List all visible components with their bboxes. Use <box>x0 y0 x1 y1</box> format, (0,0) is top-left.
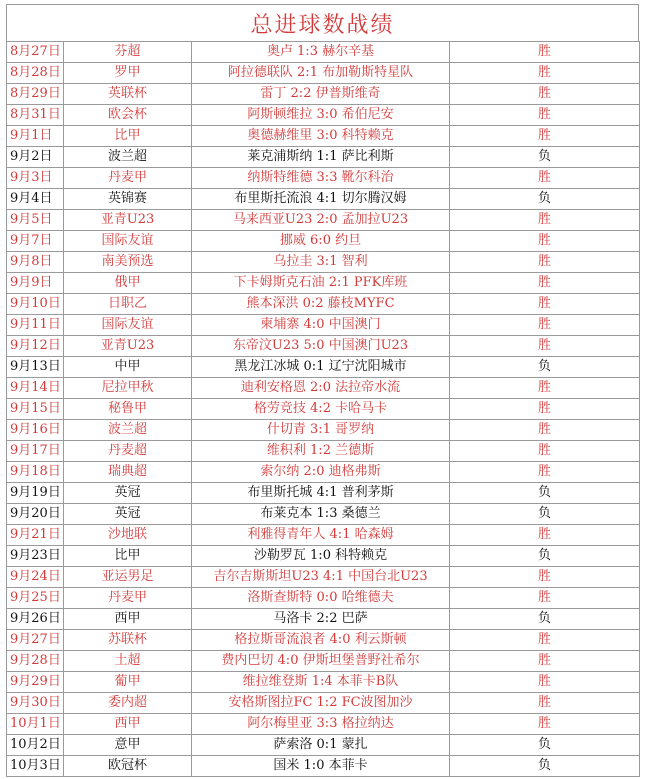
table-row <box>7 756 640 777</box>
table-row <box>7 357 640 378</box>
match-cell: 奥德赫维里 3:0 科特赖克 <box>192 126 450 147</box>
table-row <box>7 336 640 357</box>
result-cell: 胜 <box>450 693 640 714</box>
match-cell: 马来西亚U23 2:0 孟加拉U23 <box>192 210 450 231</box>
date-cell: 8月27日 <box>7 42 64 63</box>
table-row <box>7 189 640 210</box>
league-cell: 英联杯 <box>64 84 192 105</box>
table-row <box>7 84 640 105</box>
table-row <box>7 210 640 231</box>
table-row <box>7 399 640 420</box>
result-cell: 胜 <box>450 105 640 126</box>
date-cell: 9月20日 <box>7 504 64 525</box>
match-cell: 迪利安格恩 2:0 法拉帝水流 <box>192 378 450 399</box>
league-cell: 西甲 <box>64 609 192 630</box>
league-cell: 丹麦超 <box>64 441 192 462</box>
league-cell: 丹麦甲 <box>64 168 192 189</box>
league-cell: 南美预选 <box>64 252 192 273</box>
match-cell: 吉尔吉斯斯坦U23 4:1 中国台北U23 <box>192 567 450 588</box>
league-cell: 意甲 <box>64 735 192 756</box>
league-cell: 国际友谊 <box>64 315 192 336</box>
match-cell: 乌拉圭 3:1 智利 <box>192 252 450 273</box>
table-row <box>7 420 640 441</box>
league-cell: 英冠 <box>64 504 192 525</box>
match-cell: 布莱克本 1:3 桑德兰 <box>192 504 450 525</box>
league-cell: 波兰超 <box>64 420 192 441</box>
league-cell: 沙地联 <box>64 525 192 546</box>
result-cell: 负 <box>450 756 640 777</box>
result-cell: 胜 <box>450 672 640 693</box>
table-row <box>7 651 640 672</box>
league-cell: 土超 <box>64 651 192 672</box>
league-cell: 丹麦甲 <box>64 588 192 609</box>
date-cell: 9月18日 <box>7 462 64 483</box>
table-row <box>7 588 640 609</box>
league-cell: 日职乙 <box>64 294 192 315</box>
date-cell: 9月16日 <box>7 420 64 441</box>
date-cell: 10月2日 <box>7 735 64 756</box>
date-cell: 9月14日 <box>7 378 64 399</box>
result-cell: 负 <box>450 189 640 210</box>
match-cell: 索尔纳 2:0 迪格弗斯 <box>192 462 450 483</box>
match-cell: 柬埔寨 4:0 中国澳门 <box>192 315 450 336</box>
match-cell: 纳斯特维德 3:3 靴尔科治 <box>192 168 450 189</box>
league-cell: 俄甲 <box>64 273 192 294</box>
table-row <box>7 147 640 168</box>
table-row <box>7 693 640 714</box>
table-row <box>7 714 640 735</box>
match-cell: 雷丁 2:2 伊普斯维奇 <box>192 84 450 105</box>
date-cell: 8月29日 <box>7 84 64 105</box>
league-cell: 英冠 <box>64 483 192 504</box>
table-row <box>7 168 640 189</box>
match-cell: 挪威 6:0 约旦 <box>192 231 450 252</box>
match-cell: 安格斯图拉FC 1:2 FC波图加沙 <box>192 693 450 714</box>
match-cell: 熊本深洪 0:2 藤枝MYFC <box>192 294 450 315</box>
match-cell: 利雅得青年人 4:1 哈森姆 <box>192 525 450 546</box>
result-cell: 负 <box>450 504 640 525</box>
match-cell: 国米 1:0 本菲卡 <box>192 756 450 777</box>
result-cell: 胜 <box>450 252 640 273</box>
result-cell: 负 <box>450 546 640 567</box>
match-cell: 马洛卡 2:2 巴萨 <box>192 609 450 630</box>
date-cell: 9月19日 <box>7 483 64 504</box>
match-cell: 布里斯托流浪 4:1 切尔腾汉姆 <box>192 189 450 210</box>
date-cell: 9月13日 <box>7 357 64 378</box>
result-cell: 胜 <box>450 126 640 147</box>
date-cell: 9月29日 <box>7 672 64 693</box>
date-cell: 9月24日 <box>7 567 64 588</box>
result-cell: 胜 <box>450 63 640 84</box>
result-cell: 胜 <box>450 231 640 252</box>
date-cell: 9月23日 <box>7 546 64 567</box>
table-row <box>7 630 640 651</box>
date-cell: 9月17日 <box>7 441 64 462</box>
match-cell: 萨索洛 0:1 蒙扎 <box>192 735 450 756</box>
match-cell: 阿拉德联队 2:1 布加勒斯特星队 <box>192 63 450 84</box>
result-cell: 胜 <box>450 567 640 588</box>
table-row <box>7 273 640 294</box>
league-cell: 波兰超 <box>64 147 192 168</box>
league-cell: 英锦赛 <box>64 189 192 210</box>
match-cell: 洛斯查斯特 0:0 哈维德夫 <box>192 588 450 609</box>
date-cell: 9月28日 <box>7 651 64 672</box>
result-cell: 胜 <box>450 273 640 294</box>
match-cell: 奥卢 1:3 赫尔辛基 <box>192 42 450 63</box>
league-cell: 国际友谊 <box>64 231 192 252</box>
result-cell: 胜 <box>450 168 640 189</box>
date-cell: 8月31日 <box>7 105 64 126</box>
table-row <box>7 525 640 546</box>
date-cell: 9月9日 <box>7 273 64 294</box>
match-cell: 什切青 3:1 哥罗纳 <box>192 420 450 441</box>
match-cell: 下卡姆斯克石油 2:1 PFK库班 <box>192 273 450 294</box>
result-cell: 负 <box>450 483 640 504</box>
table-row <box>7 567 640 588</box>
results-sheet <box>6 4 639 777</box>
results-table <box>6 41 640 777</box>
league-cell: 亚运男足 <box>64 567 192 588</box>
date-cell: 9月4日 <box>7 189 64 210</box>
result-cell: 胜 <box>450 462 640 483</box>
match-cell: 布里斯托城 4:1 普利茅斯 <box>192 483 450 504</box>
match-cell: 莱克浦斯纳 1:1 萨比利斯 <box>192 147 450 168</box>
date-cell: 9月2日 <box>7 147 64 168</box>
league-cell: 欧会杯 <box>64 105 192 126</box>
result-cell: 胜 <box>450 714 640 735</box>
league-cell: 比甲 <box>64 126 192 147</box>
league-cell: 苏联杯 <box>64 630 192 651</box>
result-cell: 胜 <box>450 588 640 609</box>
match-cell: 东帝汶U23 5:0 中国澳门U23 <box>192 336 450 357</box>
result-cell: 胜 <box>450 441 640 462</box>
date-cell: 10月3日 <box>7 756 64 777</box>
match-cell: 维拉维登斯 1:4 本菲卡B队 <box>192 672 450 693</box>
date-cell: 9月27日 <box>7 630 64 651</box>
match-cell: 维积利 1:2 兰德斯 <box>192 441 450 462</box>
result-cell: 胜 <box>450 315 640 336</box>
league-cell: 亚青U23 <box>64 210 192 231</box>
table-row <box>7 483 640 504</box>
league-cell: 委内超 <box>64 693 192 714</box>
league-cell: 尼拉甲秋 <box>64 378 192 399</box>
date-cell: 9月30日 <box>7 693 64 714</box>
result-cell: 胜 <box>450 84 640 105</box>
table-row <box>7 231 640 252</box>
result-cell: 胜 <box>450 210 640 231</box>
result-cell: 胜 <box>450 420 640 441</box>
date-cell: 9月7日 <box>7 231 64 252</box>
league-cell: 葡甲 <box>64 672 192 693</box>
result-cell: 胜 <box>450 378 640 399</box>
result-cell: 负 <box>450 147 640 168</box>
date-cell: 9月21日 <box>7 525 64 546</box>
table-row <box>7 735 640 756</box>
date-cell: 9月3日 <box>7 168 64 189</box>
result-cell: 胜 <box>450 294 640 315</box>
date-cell: 9月5日 <box>7 210 64 231</box>
table-row <box>7 504 640 525</box>
table-row <box>7 378 640 399</box>
result-cell: 胜 <box>450 42 640 63</box>
result-cell: 胜 <box>450 399 640 420</box>
result-cell: 负 <box>450 357 640 378</box>
league-cell: 中甲 <box>64 357 192 378</box>
table-row <box>7 546 640 567</box>
date-cell: 9月15日 <box>7 399 64 420</box>
table-row <box>7 609 640 630</box>
table-row <box>7 462 640 483</box>
date-cell: 9月12日 <box>7 336 64 357</box>
table-row <box>7 441 640 462</box>
table-row <box>7 63 640 84</box>
page-title: 总进球数战绩 <box>6 4 639 41</box>
date-cell: 9月11日 <box>7 315 64 336</box>
result-cell: 负 <box>450 609 640 630</box>
league-cell: 亚青U23 <box>64 336 192 357</box>
date-cell: 9月10日 <box>7 294 64 315</box>
date-cell: 9月8日 <box>7 252 64 273</box>
result-cell: 胜 <box>450 525 640 546</box>
date-cell: 9月25日 <box>7 588 64 609</box>
match-cell: 黑龙江冰城 0:1 辽宁沈阳城市 <box>192 357 450 378</box>
league-cell: 芬超 <box>64 42 192 63</box>
league-cell: 秘鲁甲 <box>64 399 192 420</box>
date-cell: 8月28日 <box>7 63 64 84</box>
match-cell: 费内巴切 4:0 伊斯坦堡普野社希尔 <box>192 651 450 672</box>
match-cell: 沙勒罗瓦 1:0 科特赖克 <box>192 546 450 567</box>
table-row <box>7 42 640 63</box>
table-row <box>7 105 640 126</box>
date-cell: 9月1日 <box>7 126 64 147</box>
result-cell: 胜 <box>450 651 640 672</box>
match-cell: 阿斯顿维拉 3:0 希伯尼安 <box>192 105 450 126</box>
league-cell: 西甲 <box>64 714 192 735</box>
league-cell: 罗甲 <box>64 63 192 84</box>
match-cell: 阿尔梅里亚 3:3 格拉纳达 <box>192 714 450 735</box>
results-table-body <box>7 42 640 777</box>
result-cell: 负 <box>450 735 640 756</box>
league-cell: 瑞典超 <box>64 462 192 483</box>
table-row <box>7 252 640 273</box>
table-row <box>7 294 640 315</box>
league-cell: 欧冠杯 <box>64 756 192 777</box>
table-row <box>7 126 640 147</box>
result-cell: 胜 <box>450 630 640 651</box>
table-row <box>7 315 640 336</box>
date-cell: 9月26日 <box>7 609 64 630</box>
result-cell: 胜 <box>450 336 640 357</box>
table-row <box>7 672 640 693</box>
league-cell: 比甲 <box>64 546 192 567</box>
match-cell: 格拉斯哥流浪者 4:0 利云斯顿 <box>192 630 450 651</box>
match-cell: 格劳竞技 4:2 卡哈马卡 <box>192 399 450 420</box>
date-cell: 10月1日 <box>7 714 64 735</box>
